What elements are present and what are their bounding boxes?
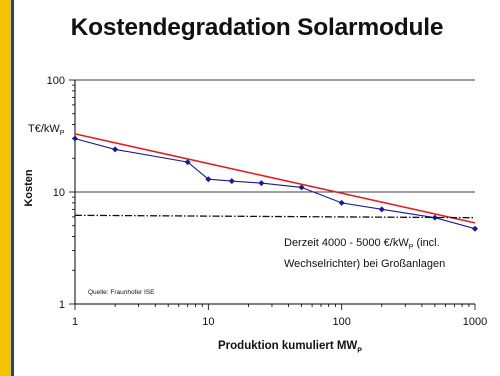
x-tick-label: 1000: [462, 316, 488, 328]
data-point: [72, 136, 78, 142]
data-point: [379, 206, 385, 212]
grid: [75, 80, 475, 192]
source-note: Quelle: Fraunhofer ISE: [88, 289, 155, 296]
trend-line: [75, 134, 475, 223]
annotation-line-2: Wechselrichter) bei Großanlagen: [284, 258, 446, 271]
x-axis-label: Produktion kumuliert $MW_P$: [218, 340, 362, 355]
axis-ticks: [69, 80, 475, 310]
y-tick-label: 1: [58, 299, 65, 311]
y-unit-label: $T€/kW_P$: [28, 123, 65, 138]
x-tick-label: 1: [71, 316, 79, 328]
y-axis-label: Kosten: [23, 169, 35, 207]
data-point: [339, 200, 345, 206]
series-layer: [72, 134, 478, 232]
data-point: [229, 178, 235, 184]
dash-dot-line: [75, 215, 475, 217]
x-tick-label: 10: [202, 316, 215, 328]
chart-annotation: [284, 235, 474, 273]
y-tick-label: 10: [52, 187, 65, 199]
data-point: [258, 180, 264, 186]
data-point: [112, 146, 118, 152]
annotation-line-1: Derzeit 4000 - 5000 $€/kW_P$ (incl.: [284, 237, 440, 252]
data-point: [472, 226, 478, 232]
x-tick-label: 100: [332, 316, 351, 328]
slide-title: Kostendegradation Solarmodule: [70, 14, 444, 41]
y-tick-label: 100: [46, 75, 65, 87]
